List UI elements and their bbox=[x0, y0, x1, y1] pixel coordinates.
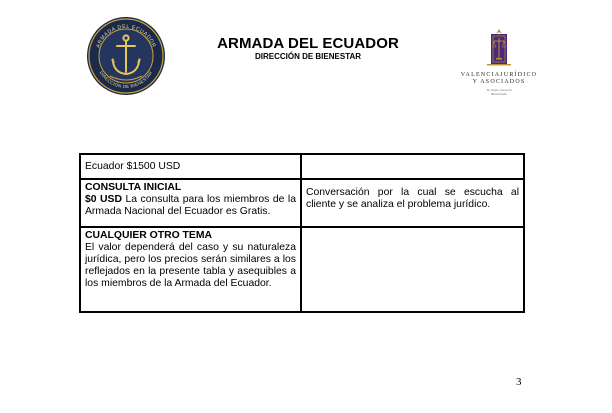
svg-text:DIRECCIÓN DE BIENESTAR: DIRECCIÓN DE BIENESTAR bbox=[98, 70, 154, 90]
table-cell bbox=[80, 179, 301, 227]
cell-text: El valor dependerá del caso y su naturaleza jurídica, pero los precios serán similares a los reflejados en la presente tabla y asequibles a los miembros de la Armada del Ecuador. bbox=[85, 242, 296, 289]
table-row bbox=[80, 179, 524, 227]
page-title: ARMADA DEL ECUADOR bbox=[217, 35, 399, 52]
valencia-logo bbox=[452, 28, 546, 98]
price-description: La consulta para los miembros de la Armada Nacional del Ecuador es Gratis. bbox=[85, 194, 296, 217]
cell-text: Ecuador $1500 USD bbox=[85, 161, 181, 172]
fees-table bbox=[79, 153, 525, 313]
table-row bbox=[80, 227, 524, 312]
price-label: $0 USD bbox=[85, 194, 122, 205]
page-number: 3 bbox=[516, 376, 522, 388]
logo-tagline: Tu mejor asesoría Bienvenido bbox=[486, 88, 512, 96]
cell-text: Conversación por la cual se escucha al cliente y se analiza el problema jurídico. bbox=[306, 187, 519, 210]
table-cell bbox=[301, 154, 524, 179]
page-header bbox=[0, 0, 612, 110]
table-cell bbox=[301, 179, 524, 227]
armada-seal-icon bbox=[86, 16, 166, 96]
table-row bbox=[80, 154, 524, 179]
row-heading: CONSULTA INICIAL bbox=[85, 182, 182, 193]
row-heading: CUALQUIER OTRO TEMA bbox=[85, 230, 212, 241]
table-cell bbox=[80, 154, 301, 179]
cell-text bbox=[85, 194, 296, 218]
page-subtitle: DIRECCIÓN DE BIENESTAR bbox=[254, 52, 362, 61]
svg-text:ARMADA DEL ECUADOR: ARMADA DEL ECUADOR bbox=[95, 23, 157, 49]
header-title-block bbox=[190, 35, 426, 62]
table-cell bbox=[80, 227, 301, 312]
scales-of-justice-icon bbox=[485, 28, 513, 70]
logo-name: VALENCIAJURÍDICO Y ASOCIADOS bbox=[460, 72, 538, 85]
table-cell bbox=[301, 227, 524, 312]
